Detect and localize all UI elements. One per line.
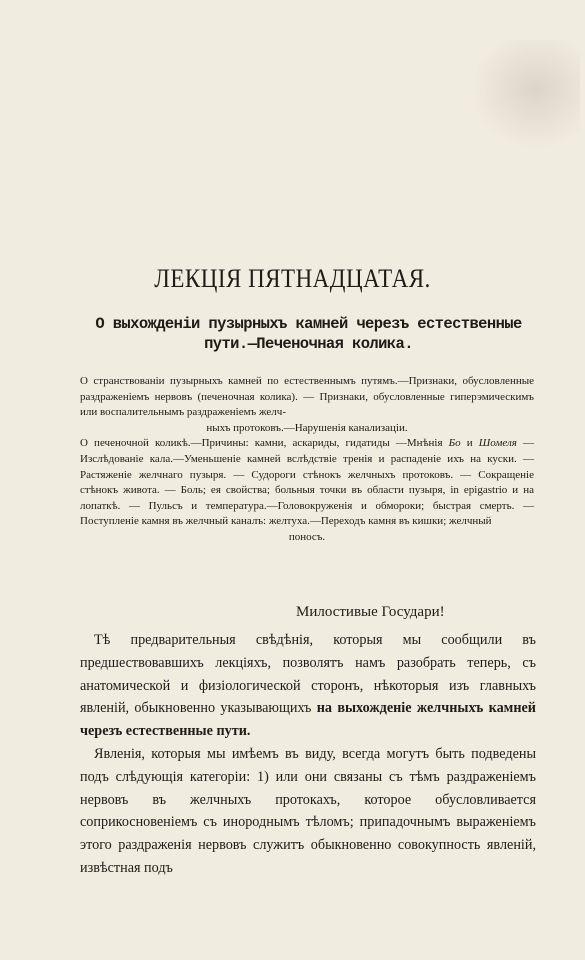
salutation: Милостивые Государи! <box>296 604 445 620</box>
summary-p2-end: поносъ. <box>288 530 326 543</box>
lecture-summary <box>80 374 534 546</box>
summary-p2-text-c: —Изслѣдованіе кала.—Уменьшеніе камней вслѣдствіе тренія и распаденіе ихъ на куски. — Растяженіе желчнаго пузыря. — Судороги стѣнокъ желчныхъ протоковъ. — Сокращеніе стѣнокъ живота. — Боль; ея свойства; больныя точки въ области пузыря, in epigastrio и на лопаткѣ. — Пульсъ и температура.—Головокруженія и обмороки; быстрая смерть. — Поступленіе камня въ желчный каналъ: желтуха.—Переходъ камня въ кишки; желчный <box>80 437 535 528</box>
lecture-body <box>80 629 536 880</box>
summary-author-shomel: Шомеля <box>478 437 517 450</box>
lecture-title: ЛЕКЦІЯ ПЯТНАДЦАТАЯ. <box>154 264 431 293</box>
body-paragraph-1 <box>80 629 536 743</box>
summary-author-bo: Бо <box>448 437 461 450</box>
summary-paragraph-1 <box>80 374 534 436</box>
summary-p1-text: О странствованіи пузырныхъ камней по естественнымъ путямъ.—Признаки, обусловленные раздраженіемъ нервовъ (печеночная колика). — Признаки, обусловленные гиперэмическимъ или воспалительнымъ раздраженіемъ желч- <box>80 375 534 419</box>
show-through-blot <box>470 40 580 150</box>
body-p1-text: Тѣ предварительныя свѣдѣнія, которыя мы сообщили въ предшествовавшихъ лекціяхъ, позволятъ намъ разобрать теперь, съ анатомической и физіологической сторонъ, нѣкоторыя изъ главныхъ явленій, обыкновенно указывающихъ <box>80 632 536 717</box>
summary-paragraph-2 <box>80 436 534 545</box>
subtitle-line-1: О выхожденіи пузырныхъ камней черезъ естественные <box>95 315 522 333</box>
summary-p2-text-a: О печеночной коликѣ.—Причины: камни, аскариды, гидатиды —Мнѣнія <box>80 437 449 450</box>
summary-p1-end: ныхъ протоковъ.—Нарушенія канализаціи. <box>206 421 408 434</box>
body-paragraph-2: Явленія, которыя мы имѣемъ въ виду, всегда могутъ быть подведены подъ слѣдующія категоріи: 1) или они связаны съ тѣмъ раздраженіемъ нервовъ въ желчныхъ протокахъ, которое обусловливается соприкосновеніемъ съ инороднымъ тѣломъ; припадочнымъ выраженіемъ этого раздраженія нервовъ служитъ обыкновенно совокупность явленій, извѣстная подъ <box>80 745 536 876</box>
subtitle-line-2: пути.—Печеночная колика. <box>204 335 413 353</box>
summary-p2-text-b: и <box>460 437 479 450</box>
body-p1-emphasis: на выхожденіе желчныхъ камней черезъ естественные пути. <box>80 700 536 740</box>
lecture-subtitle <box>76 314 541 354</box>
